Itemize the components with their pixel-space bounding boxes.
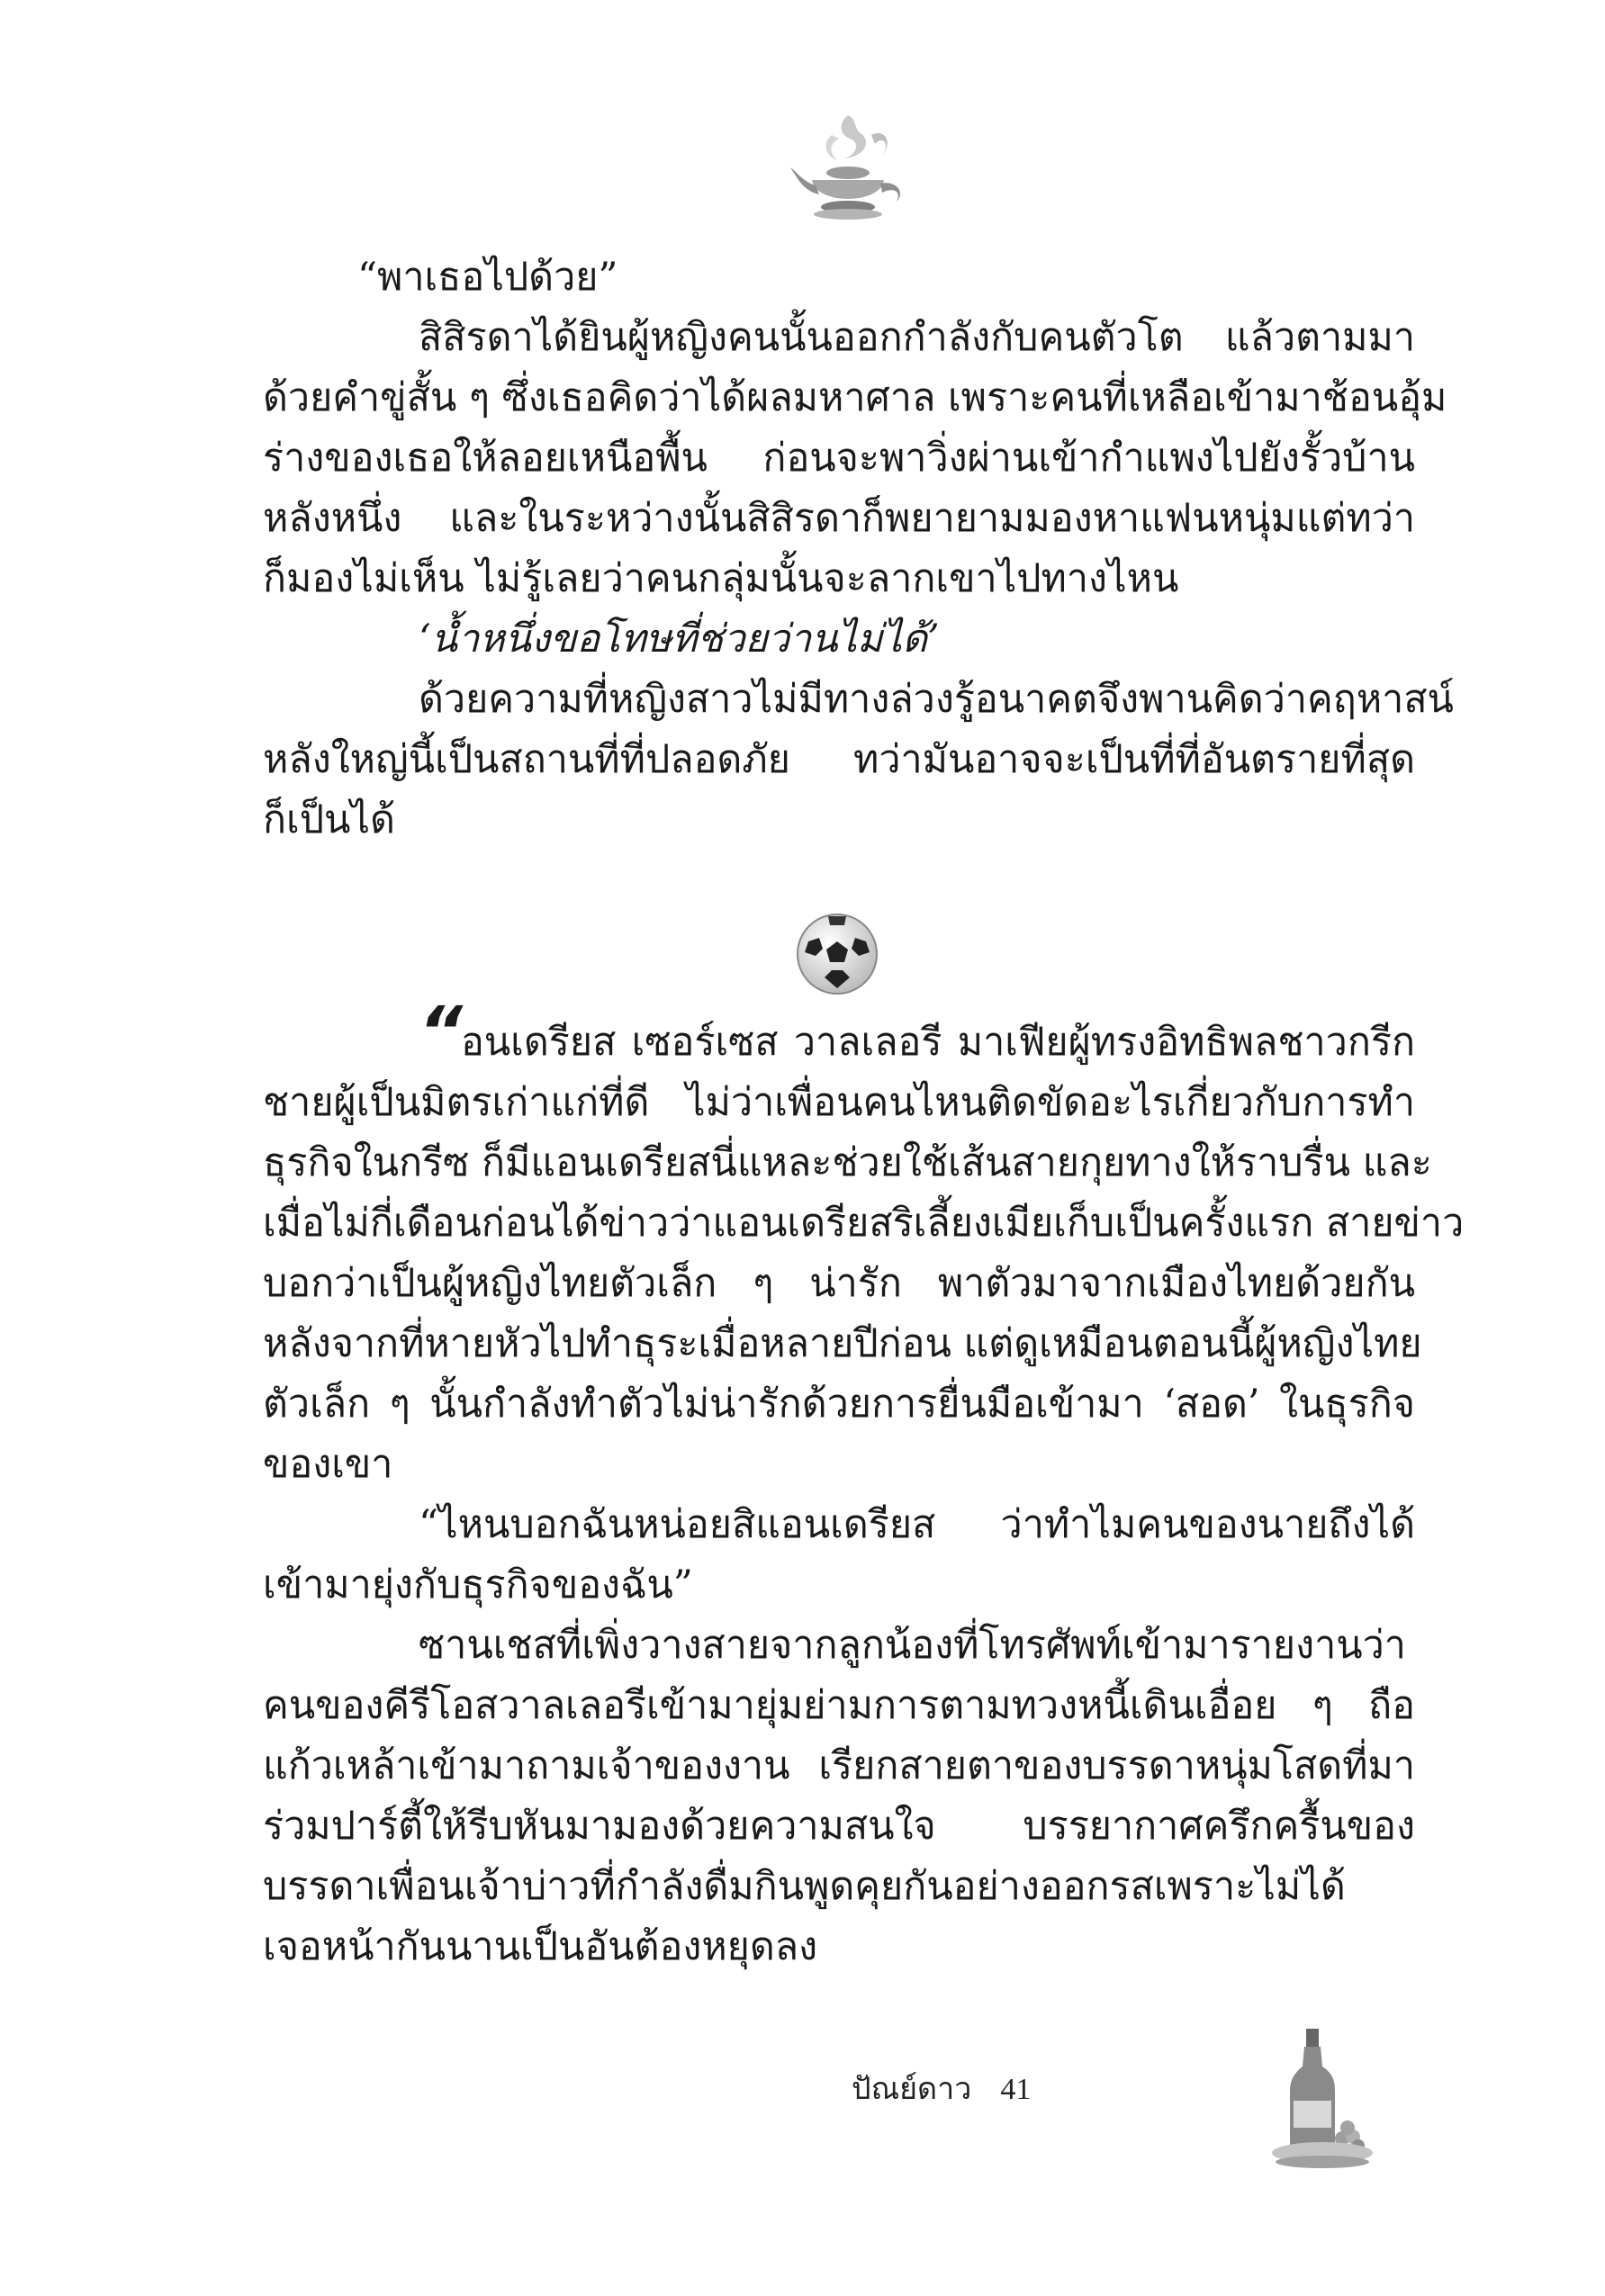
paragraph-line: เจอหน้ากันนานเป็นอันต้องหยุดลง xyxy=(263,1924,818,1969)
paragraph-line: หลังใหญ่นี้เป็นสถานที่ที่ปลอดภัย ทว่ามันอาจจะเป็นที่ที่อันตรายที่สุด xyxy=(263,737,1415,782)
paragraph-line: ก็เป็นได้ xyxy=(263,797,395,842)
paragraph-line: ร่างของเธอให้ลอยเหนือพื้น ก่อนจะพาวิ่งผ่านเข้ากำแพงไปยังรั้วบ้าน xyxy=(263,436,1415,481)
paragraph-line: ก็มองไม่เห็น ไม่รู้เลยว่าคนกลุ่มนั้นจะลากเขาไปทางไหน xyxy=(263,556,1179,601)
paragraph-line: ธุรกิจในกรีซ ก็มีแอนเดรียสนี่แหละช่วยใช้เส้นสายกุยทางให้ราบรื่น และ xyxy=(263,1140,1432,1185)
paragraph-line: ของเขา xyxy=(263,1442,393,1487)
paragraph-line: บอกว่าเป็นผู้หญิงไทยตัวเล็ก ๆ น่ารัก พาตัวมาจากเมืองไทยด้วยกัน xyxy=(263,1261,1415,1306)
paragraph-line: “ไหนบอกฉันหน่อยสิแอนเดรียส ว่าทำไมคนของนายถึงได้ xyxy=(419,1502,1415,1547)
wine-bottle-icon xyxy=(1265,2025,1373,2178)
paragraph-line xyxy=(263,991,1415,1073)
section-2 xyxy=(263,991,1465,1977)
paragraph-line-text: อนเดรียส เซอร์เซส วาลเลอรี มาเฟียผู้ทรงอิทธิพลชาวกรีก xyxy=(460,1020,1415,1065)
paragraph-line: ร่วมปาร์ตี้ให้รีบหันมามองด้วยความสนใจ บรรยากาศครึกครื้นของ xyxy=(263,1804,1415,1849)
paragraph-line: ชายผู้เป็นมิตรเก่าแก่ที่ดี ไม่ว่าเพื่อนคนไหนติดขัดอะไรเกี่ยวกับการทำ xyxy=(263,1080,1415,1125)
lamp-icon xyxy=(785,108,911,230)
paragraph-line: คนของคีรีโอสวาลเลอรีเข้ามายุ่มย่ามการตามทวงหนี้เดินเอื่อย ๆ ถือ xyxy=(263,1683,1415,1728)
paragraph-line: ตัวเล็ก ๆ นั้นกำลังทำตัวไม่น่ารักด้วยการยื่นมือเข้ามา ‘สอด’ ในธุรกิจ xyxy=(263,1382,1415,1427)
paragraph-line: สิสิรดาได้ยินผู้หญิงคนนั้นออกกำลังกับคนตัวโต แล้วตามมา xyxy=(419,315,1415,360)
paragraph-line: ซานเชสที่เพิ่งวางสายจากลูกน้องที่โทรศัพท์เข้ามารายงานว่า xyxy=(419,1623,1406,1668)
page-footer xyxy=(852,2064,1031,2112)
drop-cap-quote: “ xyxy=(419,991,457,1071)
paragraph-line: หลังจากที่หายหัวไปทำธุระเมื่อหลายปีก่อน แต่ดูเหมือนตอนนี้ผู้หญิงไทย xyxy=(263,1321,1422,1366)
paragraph-line: ด้วยคำขู่สั้น ๆ ซึ่งเธอคิดว่าได้ผลมหาศาล เพราะคนที่เหลือเข้ามาช้อนอุ้ม xyxy=(263,375,1447,420)
paragraph-line: “พาเธอไปด้วย” xyxy=(357,255,618,300)
paragraph-line: เมื่อไม่กี่เดือนก่อนได้ข่าวว่าแอนเดรียสริเลี้ยงเมียเก็บเป็นครั้งแรก สายข่าว xyxy=(263,1201,1465,1246)
page-number: 41 xyxy=(1000,2073,1032,2106)
paragraph-line: แก้วเหล้าเข้ามาถามเจ้าของงาน เรียกสายตาของบรรดาหนุ่มโสดที่มา xyxy=(263,1743,1415,1788)
paragraph-line: ‘น้ำหนึ่งขอโทษที่ช่วยว่านไม่ได้’ xyxy=(419,617,940,662)
section-1 xyxy=(263,248,1454,851)
paragraph-line: บรรดาเพื่อนเจ้าบ่าวที่กำลังดื่มกินพูดคุยกันอย่างออกรสเพราะไม่ได้ xyxy=(263,1864,1346,1909)
paragraph-line: ด้วยความที่หญิงสาวไม่มีทางล่วงรู้อนาคตจึงพานคิดว่าคฤหาสน์ xyxy=(419,677,1454,722)
paragraph-line: หลังหนึ่ง และในระหว่างนั้นสิสิรดาก็พยายามมองหาแฟนหนุ่มแต่ทว่า xyxy=(263,496,1415,541)
author-name: ปัณย์ดาว xyxy=(852,2072,972,2106)
soccer-ball-icon xyxy=(792,909,882,999)
paragraph-line: เข้ามายุ่งกับธุรกิจของฉัน” xyxy=(263,1562,693,1607)
